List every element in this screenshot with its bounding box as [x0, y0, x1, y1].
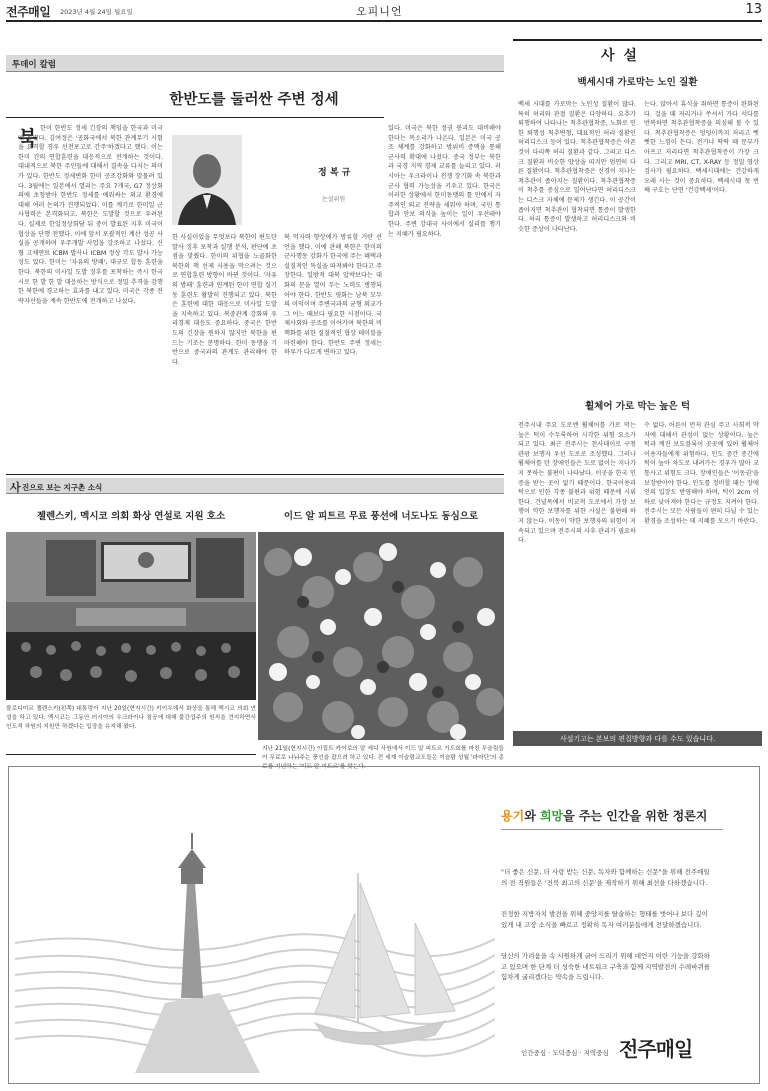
- column-body-col3: 북 억지력 향상에가 방류할 거란 선언을 했다. 이에 관해 북한은 한미의 군사행동 강화가 한국에 주는 혜택과 실질적인 득실을 따져봐야 한다고 주장한다. 일방적 대북 압박보다는 대화의 문을 열어 두는 노력도 병행되어야 한다. 한반도 평화는 남북 모두의 이익이며 주변국과의 균형 외교가 그 어느 때보다 필요한 시점이다. 국제사회와 공조를 이어가며 북한의 비핵화를 위한 실질적인 협상 테이블을 마련해야 한다. 한반도 주변 정세는 하루가 다르게 변하고 있다.: [284, 234, 382, 357]
- photo-right-caption: 지난 21일(현지시간) 이집트 카이로의 알 세디 사원에서 이드 알 피트르 기도회를 마친 무슬림들이 무료로 나눠주는 풍선을 잡으려 하고 있다. 전 세계 이슬람교도들은 이슬람 성월 '라마단'의 종료를 기념하는 '이드 알 피트르'를 맞는다.: [262, 746, 504, 770]
- editorial-label-box: [513, 39, 762, 67]
- column-author-role: 논설위원: [322, 196, 346, 203]
- header-logo: 전주매일: [6, 5, 51, 19]
- editorial-label: 사 설: [601, 48, 639, 64]
- photo-right-title: 이드 알 피트르 무료 풍선에 너도나도 동심으로: [283, 511, 479, 522]
- ad-paragraph-2: 진정한 지방자치 발전을 위해 중앙지를 탈술하는 형태를 벗어나 보다 깊이 있게 내 고장 소식을 빠르고 정확히 독자 여러분들에게 전달하겠습니다.: [501, 910, 708, 929]
- ad-slogan: 인간중심 · 도덕중심 · 지역중심: [521, 1049, 609, 1057]
- header-date: 2023년 4월 24일 월요일: [60, 8, 133, 16]
- editorial-body-2a: 전주시내 주요 도로엔 휠체어를 가로 막는 높은 턱이 수두룩하여 시각한 위험 요소가 되고 있다. 최근 전주시는 천사데이로 구청관광 보행자 우선 도로로 조성했다. 그러나 휠체어를 탄 장애인들은 도로 없이는 지나가지 못하는 불편이 나타났다. 이곳을 한국 인증을 받는 곳이 없기 때문이다. 한국이용과 턱으로 인한 각종 불편과 위험 때문에 시위한다. 건널목에서 비교적 도로에서 가장 보행이 약한 보행자를 위한 시설은 불편해 하지 않는다. 이동이 약한 보행자의 위험이 지속되고 있으며 전주시의 사후 관리가 필요하다.: [518, 422, 636, 545]
- zelensky-mexico-photo: [6, 532, 256, 700]
- author-photo: [172, 135, 242, 225]
- editorial-body-2b: 수 없다. 어른이 먼저 관심 주고 사회적 약자에 대해서 관심이 없는 상황이다. 높은 턱과 깨진 보도블록이 곳곳에 있어 휠체어 이용자들에게 위험하다. 인도 중간 중간에 턱이 높아 차도로 내려가는 경우가 많아 교통사고 위험도 크다. 장애인들은 '이동권'을 보장받아야 한다. 인도를 정비할 때는 장애인의 입장도 반영해야 하며, 턱이 2cm 이하로 낮아져야 한다는 규정도 지켜야 한다. 전주시는 모든 사람들이 편히 다닐 수 있는 환경을 조성하는 데 지혜를 모으기 바란다.: [644, 422, 759, 525]
- masthead: [6, 0, 762, 22]
- column-category-band: [6, 55, 504, 72]
- column-body-col2: 한 사실이었을 무엇보다 북한이 편도탄 발사 징후 포착과 실행 분석, 판단에 초점을 맞췄다. 한미의 위협을 노골화한 북한의 핵 선제 사용을 막으려는 것으로 연합훈련 방향이 바뀐 것이다. '자유의 방패' 훈련과 연계된 한미 연합 실기동 훈련도 활발히 진행되고 있다. 북한은 훈련에 대한 대응으로 미사일 도발을 지속하고 있다. 북중관계 강화와 우리경제 대응도 중요하다. 중국은 한반도의 긴장을 원하지 않지만 북한을 편드는 기조는 분명하다. 한미 동맹을 기반으로 중국과의 관계도 관리해야 한다.: [172, 234, 277, 366]
- photo-news-band: [6, 478, 504, 494]
- column-title-rule: [6, 117, 384, 118]
- column-title: 한반도를 둘러싼 주변 정세: [169, 91, 339, 108]
- editorial-title-2: 휠체어 가로 막는 높은 턱: [585, 401, 690, 412]
- photo-news-header-char: 사: [10, 481, 21, 494]
- photo-left-title: 젤렌스키, 멕시코 의회 화상 연설로 지원 호소: [36, 511, 226, 522]
- editorial-footer: 사설기고는 본보의 편집방향과 다를 수도 있습니다.: [559, 735, 716, 743]
- lighthouse-ship-illustration: [15, 773, 495, 1079]
- editorial-body-1a: 백세 시대를 가로막는 노인성 질환이 많다. 특히 허리와 관절 질환은 다양하다. 요추가 퇴행하여 나타나는 척추관협착증, 노화로 인한 퇴행성 척추변형, 대표적인 허리 질환인 허리디스크 등이 있다. 척추관협착증은 아픈 것이 다리쪽 허리 질환과 같다. 그리고 디스크 질환과 비슷한 양상을 띠지만 엄연히 다른 질환이다. 척추관협착증은 신경이 지나는 척추관이 좁아지는 질환이다. 척추관협착증이 척추를 중심으로 일어난다면 허리디스크는 디스크 자체에 문제가 생긴다. 이 공간이 좁아지면 척추관이 협착되면 통증이 발생한다. 허리 통증이 발생하고 허리디스크와 비슷한 증상이 나타난다.: [518, 101, 636, 233]
- editorial-title-1: 백세시대 가로막는 노인 질환: [577, 77, 698, 88]
- photo-news-bottom-rule: [6, 754, 256, 755]
- ad-logo: 전주매일: [619, 1037, 693, 1061]
- editorial-body-1b: 는다. 앉아서 휴식을 취하면 통증이 완화된다. 걸을 때 저리거나 쑤셔서 가다 서다를 반복하면 척추관협착증을 의심해 볼 수 있다. 척추관협착증은 엉덩이까지 저리고 뻣뻣한 느낌이 든다. 전기나 딱딱 때 문부가 아프고 저리다면 척추관협착증이 가장 크다. 그리고 MRI, CT, X-RAY 등 정밀 영상 검사가 필요하다. 백세시대에는 건강하게 오래 사는 것이 중요하다. 백세시대 첫 번째 구호는 단연 '건강백세'이다.: [644, 101, 759, 195]
- ad-headline-rest: 을 주는 인간을 위한 정론지: [563, 809, 708, 823]
- ad-headline-rule: [501, 829, 723, 830]
- photo-left-caption: 볼로디미르 젤렌스키(왼쪽) 대통령이 지난 20일(현지시간) 키이우에서 화상을 통해 멕시코 의회 연설을 하고 있다. 멕시코는 그동안 러시아의 우크라이나 침공에 대해 불간섭주의 원칙을 견지하면서 인도적 차원의 지원만 하겠다는 입장을 유지해 왔다.: [6, 706, 256, 730]
- photo-news-top-rule: [6, 474, 504, 475]
- ad-box: [8, 766, 760, 1084]
- eid-balloons-photo: [258, 532, 504, 740]
- editorial-footer-band: [513, 731, 762, 746]
- column-author: 정 복 규: [318, 168, 351, 178]
- header-section: 오피니언: [356, 5, 403, 18]
- column-drop-cap: 북: [18, 126, 38, 150]
- column-category: 투데이 칼럼: [12, 60, 57, 70]
- ad-headline-and: 와: [524, 809, 540, 823]
- page-number: 13: [745, 2, 762, 17]
- ad-headline-hope: 희망: [539, 809, 564, 823]
- ad-paragraph-1: "더 좋은 신문, 더 사랑 받는 신문, 독자와 함께하는 신문"을 위해 전주매일의 전 직원들은 '전북 최고의 신문'을 제작하기 위해 최선을 다하겠습니다.: [501, 868, 710, 887]
- ad-paragraph-3: 당신의 가려움을 속 시원하게 긁어 드리기 위해 대언지 이란 기능을 강화하고 있으며 한 단계 더 성숙한 네트워크 구축과 함께 지역발전의 수레바퀴를 힘차게 굴리겠다는 약속을 드립니다.: [501, 952, 711, 981]
- column-body-col4: 있다. 미국은 북한 정권 붕괴도 대비해야 한다는 목소리가 나온다. 일본은 미국 공조 체계를 강화하고 방위비 증액을 통해 군사력 확대에 나섰다. 중국 정부는 북한과 국경 지역 경제 교류를 늘리고 있다. 러시아는 우크라이나 전쟁 장기화 속 북한과 군사 협력 가능성을 키우고 있다. 한국은 이러한 상황에서 한미동맹의 틀 안에서 자주적인 외교 전략을 세워야 하며, 국민 통합과 안보 의식을 높이는 일이 우선돼야 한다. 주변 강대국 사이에서 실리를 챙기는 지혜가 필요하다.: [388, 125, 501, 238]
- column-body-col1: 한이 한반도 정세 긴장의 책임을 한국과 미국에 돌렸다. 김여정은 '공화국에서 북한 관계무기 시험을 요격할 경우 선전포고로 간주'하겠다고 했다. 이는 한미 간의 연합훈련을 대응적으로 전개하는 것이다. 대내적으로 북한 주민들에 대해서 결속을 다지는 의미가 있다. 한반도 정세변화 한미 공조강화와 맞물려 있다. 3월에는 일본에서 열리는 주요 7개국, G7 정상회의에 초청받아 한반도 정세를 에워싸는 외교 환경에 대해 여러 논의가 진행되었다. 이를 계기로 한미일 군사협력은 본격화되고, 북한은 도발할 것으로 우려된다. 실제로 한일정상회담 뒤 중이 발표된 지후 미국이 협상을 단행 전했다. 이에 앞서 포괄적인 계산 성공 사실을 공개하며 우주개발 사업을 강조하고 나섰다. 신형 고체연료 ICBM 발사나 ICBM 정상 각도 발사 가능성도 있다. 한미는 '자유의 방패', 대규모 합동 훈련을 한다. 북한의 미사일 도발 징후를 포착하는 즉시 한국시로 한 발 한 발 대응하는 방식으로 정밀 추격을 감행한 북한에 경고하는 효과를 내고 있다. 미국은 각종 전략자산들을 계속 한반도에 전개하고 나섰다.: [18, 125, 163, 305]
- photo-news-header: 진으로 보는 지구촌 소식: [22, 483, 103, 492]
- ad-headline: [501, 807, 756, 824]
- ad-headline-courage: 용기: [501, 809, 525, 823]
